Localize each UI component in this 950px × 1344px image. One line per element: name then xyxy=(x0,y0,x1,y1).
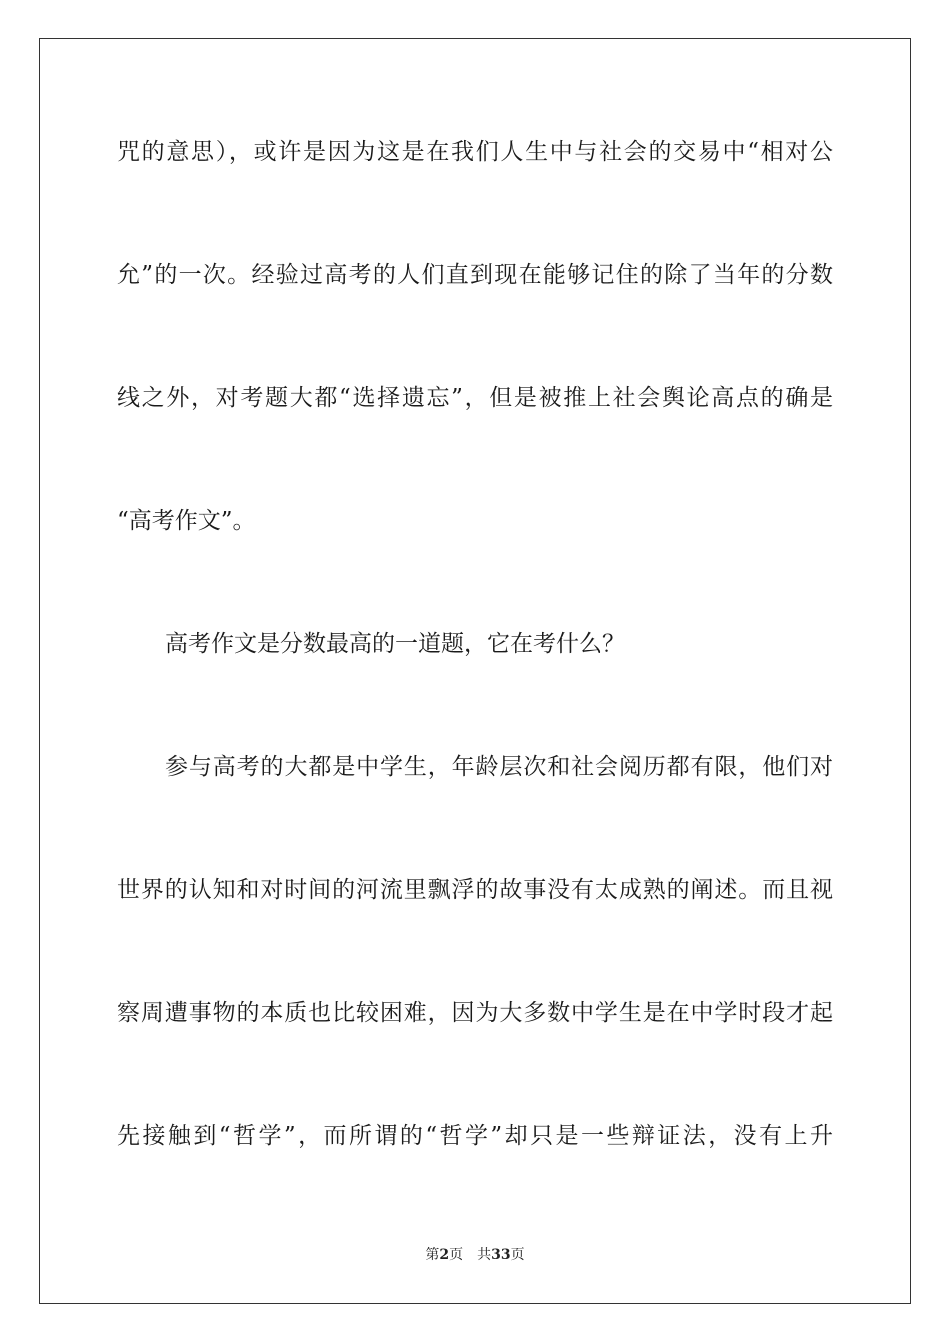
footer-page-suffix: 页 xyxy=(449,1247,464,1263)
body-line-8: 察周遭事物的本质也比较困难，因为大多数中学生是在中学时段才起 xyxy=(117,1000,833,1026)
body-line-1: 咒的意思），或许是因为这是在我们人生中与社会的交易中“相对公 xyxy=(117,139,833,165)
body-line-7: 世界的认知和对时间的河流里飘浮的故事没有太成熟的阐述。而且视 xyxy=(117,877,833,903)
paragraph-question: 高考作文是分数最高的一道题，它在考什么？ xyxy=(165,631,625,657)
footer-total-suffix: 页 xyxy=(510,1247,525,1263)
footer-total-prefix: 共 xyxy=(477,1247,492,1263)
footer-total-pages: 33 xyxy=(491,1247,511,1263)
footer-page-number: 2 xyxy=(439,1247,450,1263)
body-line-6: 参与高考的大都是中学生，年龄层次和社会阅历都有限，他们对 xyxy=(165,754,833,780)
body-line-2: 允”的一次。经验过高考的人们直到现在能够记住的除了当年的分数 xyxy=(117,262,833,288)
body-line-9: 先接触到“哲学”，而所谓的“哲学”却只是一些辩证法，没有上升 xyxy=(117,1123,833,1149)
page-frame xyxy=(39,38,911,1304)
footer-page-prefix: 第 xyxy=(425,1247,440,1263)
body-line-4: “高考作文”。 xyxy=(117,508,256,534)
body-line-3: 线之外，对考题大都“选择遗忘”，但是被推上社会舆论高点的确是 xyxy=(117,385,833,411)
page-footer xyxy=(0,1246,950,1264)
